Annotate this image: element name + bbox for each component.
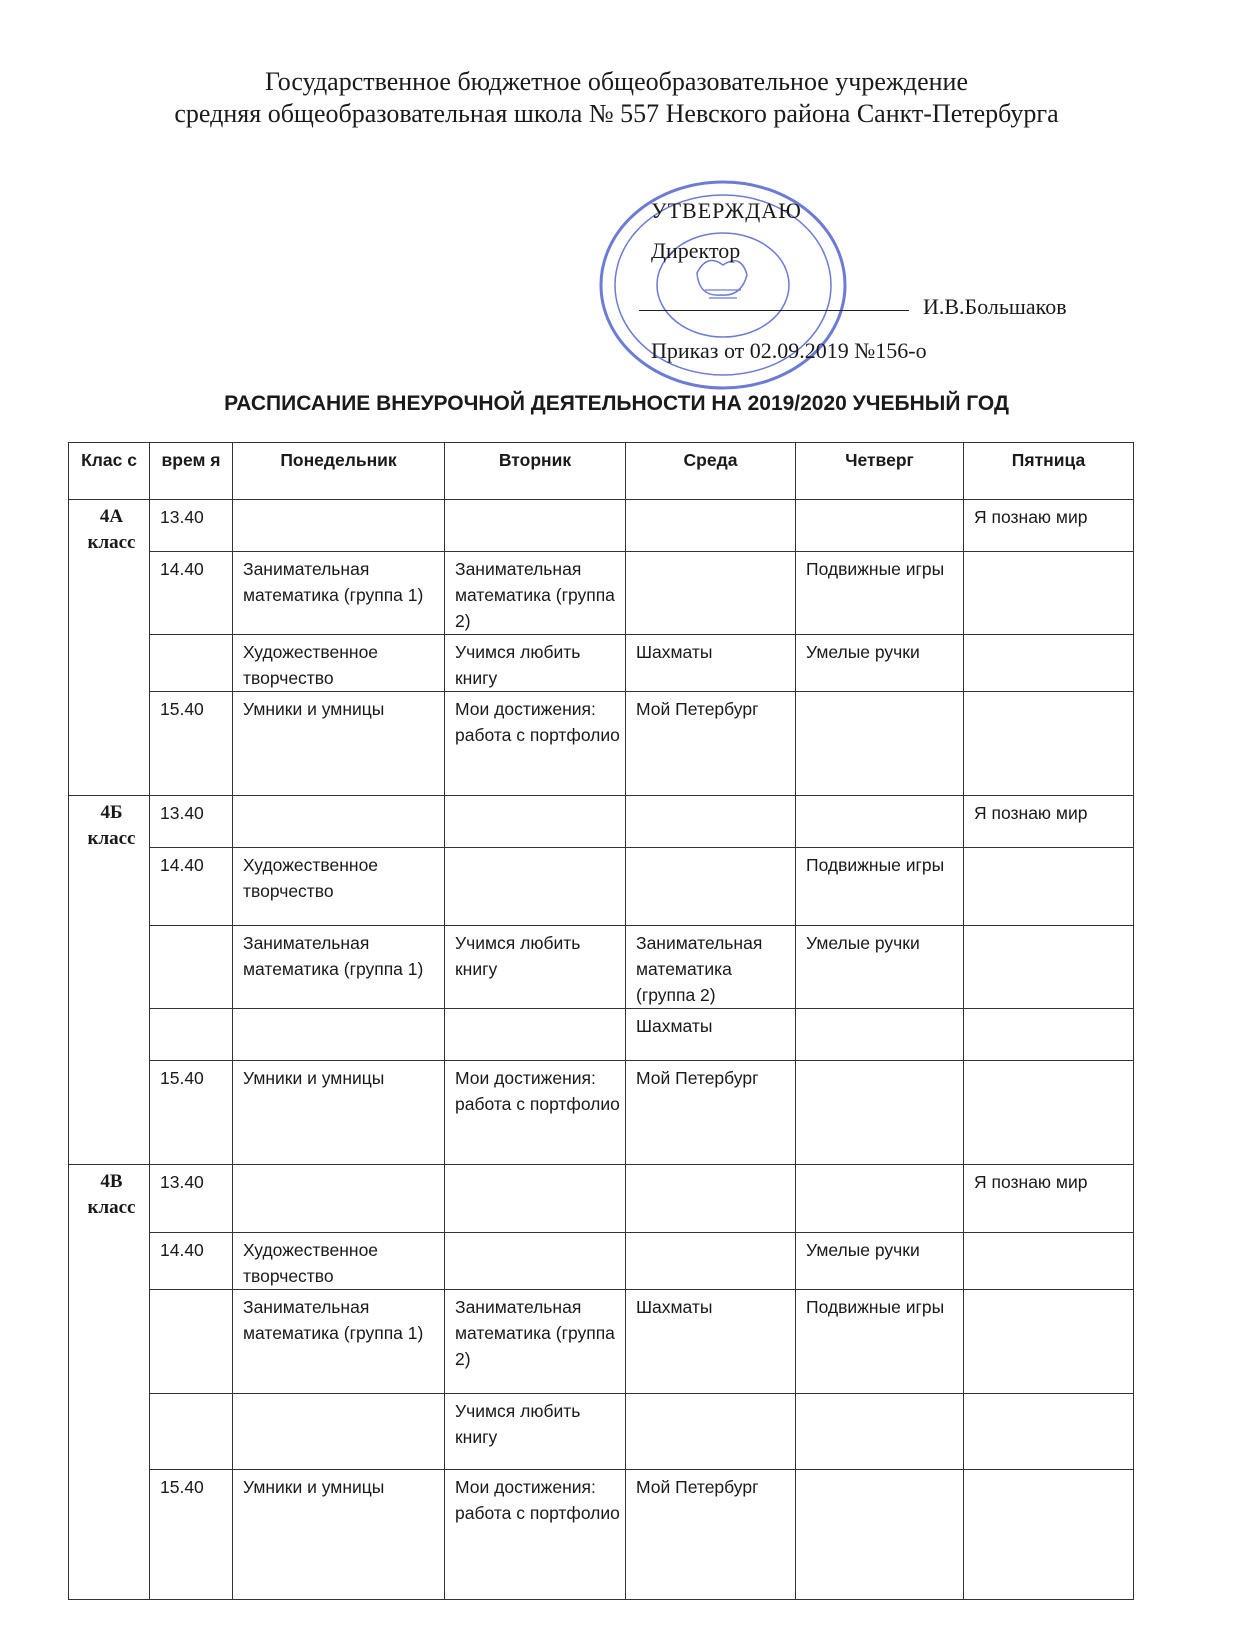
activity-cell: Умники и умницы	[233, 692, 445, 796]
activity-cell: Художественное творчество	[233, 635, 445, 692]
time-cell: 13.40	[150, 1165, 233, 1233]
activity-cell: Занимательная математика (группа 2)	[445, 552, 626, 635]
header-monday: Понедельник	[233, 443, 445, 500]
table-row	[69, 1233, 1134, 1290]
table-row	[69, 1290, 1134, 1394]
activity-cell	[964, 1061, 1134, 1165]
activity-cell: Умники и умницы	[233, 1061, 445, 1165]
document-header	[0, 66, 1233, 130]
activity-cell	[964, 1233, 1134, 1290]
activity-cell	[796, 1394, 964, 1470]
activity-cell: Подвижные игры	[796, 848, 964, 926]
time-cell	[150, 1394, 233, 1470]
time-cell	[150, 635, 233, 692]
table-row	[69, 1165, 1134, 1233]
activity-cell	[964, 848, 1134, 926]
header-line-2: средняя общеобразовательная школа № 557 Невского района Санкт-Петербурга	[174, 99, 1059, 128]
activity-cell: Шахматы	[626, 1009, 796, 1061]
activity-cell	[964, 635, 1134, 692]
activity-cell	[626, 848, 796, 926]
class-name: 4Б класс	[69, 796, 150, 1165]
activity-cell: Я познаю мир	[964, 1165, 1134, 1233]
header-thursday: Четверг	[796, 443, 964, 500]
activity-cell	[445, 796, 626, 848]
time-cell: 14.40	[150, 1233, 233, 1290]
activity-cell: Мой Петербург	[626, 1470, 796, 1600]
time-cell: 14.40	[150, 552, 233, 635]
document-title: РАСПИСАНИЕ ВНЕУРОЧНОЙ ДЕЯТЕЛЬНОСТИ НА 2019/2020 УЧЕБНЫЙ ГОД	[224, 392, 1009, 415]
activity-cell: Учимся любить книгу	[445, 1394, 626, 1470]
activity-cell	[445, 848, 626, 926]
header-class: Клас с	[69, 443, 150, 500]
activity-cell	[445, 1009, 626, 1061]
activity-cell: Занимательная математика (группа 1)	[233, 552, 445, 635]
time-cell: 14.40	[150, 848, 233, 926]
table-row	[69, 1394, 1134, 1470]
activity-cell	[964, 1470, 1134, 1600]
activity-cell	[964, 552, 1134, 635]
activity-cell: Учимся любить книгу	[445, 635, 626, 692]
activity-cell	[796, 692, 964, 796]
time-cell: 15.40	[150, 1470, 233, 1600]
table-row	[69, 552, 1134, 635]
activity-cell	[964, 692, 1134, 796]
activity-cell: Занимательная математика (группа 2)	[445, 1290, 626, 1394]
activity-cell: Занимательная математика (группа 1)	[233, 1290, 445, 1394]
time-cell	[150, 926, 233, 1009]
approval-position: Директор	[651, 238, 741, 263]
table-row	[69, 796, 1134, 848]
schedule-body	[69, 500, 1134, 1600]
activity-cell	[964, 926, 1134, 1009]
activity-cell: Мои достижения: работа с портфолио	[445, 1470, 626, 1600]
activity-cell: Художественное творчество	[233, 1233, 445, 1290]
table-row	[69, 500, 1134, 552]
header-line-1: Государственное бюджетное общеобразовательное учреждение	[264, 67, 969, 96]
activity-cell	[796, 796, 964, 848]
activity-cell: Занимательная математика (группа 1)	[233, 926, 445, 1009]
activity-cell	[796, 1165, 964, 1233]
approval-title: УТВЕРЖДАЮ	[651, 198, 802, 223]
activity-cell	[796, 1470, 964, 1600]
activity-cell	[445, 1165, 626, 1233]
activity-cell: Умники и умницы	[233, 1470, 445, 1600]
activity-cell	[796, 500, 964, 552]
activity-cell	[626, 500, 796, 552]
activity-cell: Умелые ручки	[796, 1233, 964, 1290]
activity-cell: Умелые ручки	[796, 926, 964, 1009]
activity-cell: Подвижные игры	[796, 552, 964, 635]
activity-cell: Подвижные игры	[796, 1290, 964, 1394]
time-cell: 13.40	[150, 796, 233, 848]
activity-cell	[626, 1165, 796, 1233]
time-cell: 15.40	[150, 1061, 233, 1165]
activity-cell: Мой Петербург	[626, 1061, 796, 1165]
activity-cell	[626, 552, 796, 635]
activity-cell: Художественное творчество	[233, 848, 445, 926]
activity-cell	[233, 1165, 445, 1233]
activity-cell: Занимательная математика (группа 2)	[626, 926, 796, 1009]
schedule-table	[68, 442, 1134, 1600]
table-row	[69, 848, 1134, 926]
header-friday: Пятница	[964, 443, 1134, 500]
time-cell: 15.40	[150, 692, 233, 796]
director-name: И.В.Большаков	[923, 294, 1067, 319]
activity-cell	[796, 1009, 964, 1061]
table-header-row	[69, 443, 1134, 500]
table-row	[69, 1470, 1134, 1600]
activity-cell: Шахматы	[626, 1290, 796, 1394]
time-cell: 13.40	[150, 500, 233, 552]
activity-cell	[796, 1061, 964, 1165]
activity-cell: Мои достижения: работа с портфолио	[445, 692, 626, 796]
activity-cell: Учимся любить книгу	[445, 926, 626, 1009]
activity-cell: Мой Петербург	[626, 692, 796, 796]
activity-cell: Я познаю мир	[964, 796, 1134, 848]
activity-cell	[233, 500, 445, 552]
activity-cell: Умелые ручки	[796, 635, 964, 692]
activity-cell: Я познаю мир	[964, 500, 1134, 552]
header-wednesday: Среда	[626, 443, 796, 500]
time-cell	[150, 1290, 233, 1394]
time-cell	[150, 1009, 233, 1061]
activity-cell: Мои достижения: работа с портфолио	[445, 1061, 626, 1165]
table-row	[69, 635, 1134, 692]
header-time: врем я	[150, 443, 233, 500]
activity-cell	[233, 1009, 445, 1061]
activity-cell	[626, 1233, 796, 1290]
activity-cell	[964, 1290, 1134, 1394]
activity-cell	[445, 1233, 626, 1290]
activity-cell	[964, 1394, 1134, 1470]
header-tuesday: Вторник	[445, 443, 626, 500]
class-name: 4В класс	[69, 1165, 150, 1600]
activity-cell	[964, 1009, 1134, 1061]
table-row	[69, 1061, 1134, 1165]
approval-order: Приказ от 02.09.2019 №156-о	[651, 338, 927, 363]
activity-cell	[626, 1394, 796, 1470]
table-row	[69, 926, 1134, 1009]
signature-line	[639, 310, 909, 311]
table-row	[69, 1009, 1134, 1061]
activity-cell: Шахматы	[626, 635, 796, 692]
table-row	[69, 692, 1134, 796]
activity-cell	[233, 796, 445, 848]
class-name: 4А класс	[69, 500, 150, 796]
activity-cell	[445, 500, 626, 552]
activity-cell	[626, 796, 796, 848]
activity-cell	[233, 1394, 445, 1470]
